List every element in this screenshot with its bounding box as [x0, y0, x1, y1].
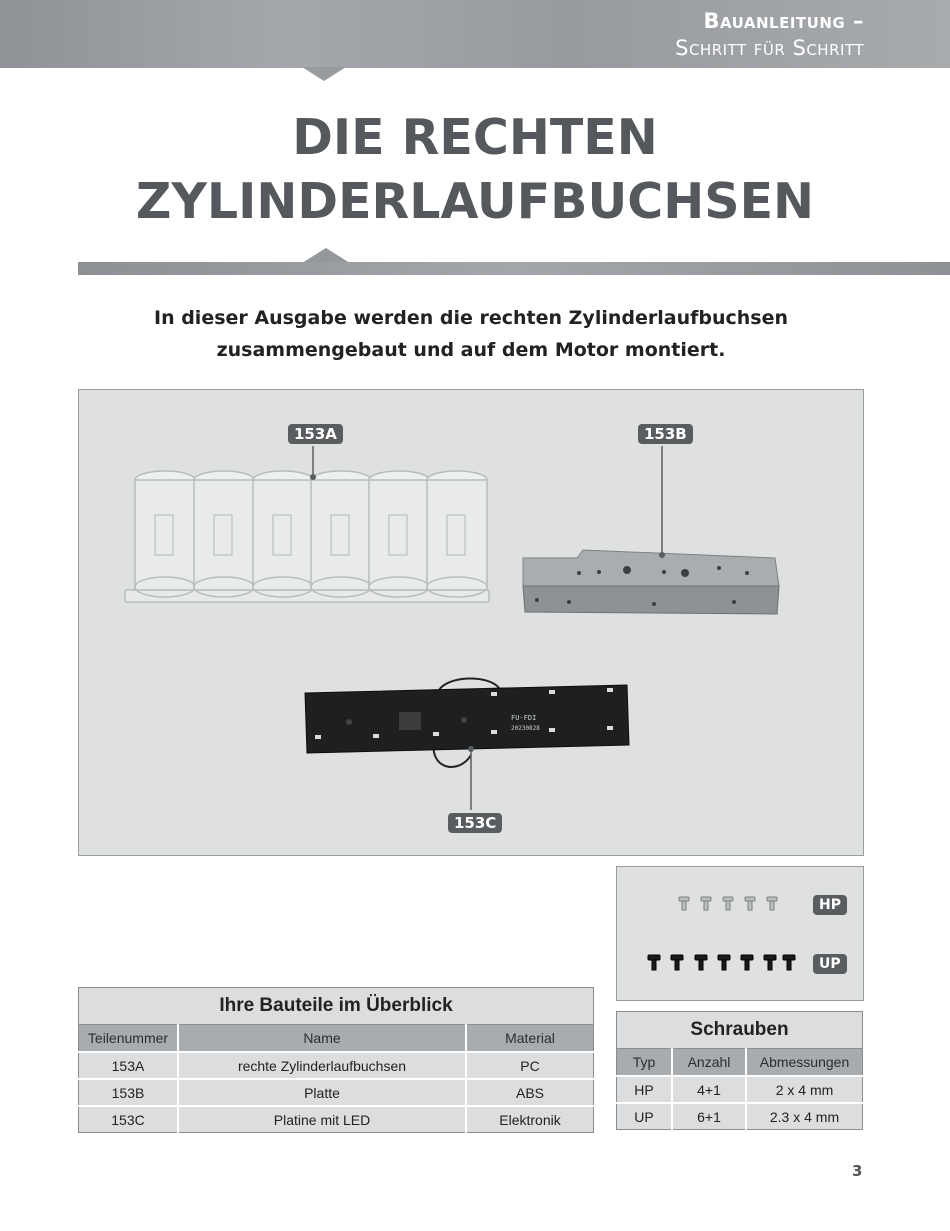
screw-type: HP — [617, 1076, 673, 1103]
screw-dimensions: 2 x 4 mm — [746, 1076, 863, 1103]
label-hp: HP — [813, 895, 847, 915]
parts-photo — [78, 389, 864, 856]
header-notch — [302, 67, 346, 81]
page-number: 3 — [852, 1162, 863, 1180]
table-row — [79, 1106, 594, 1133]
label-153b: 153B — [638, 424, 693, 444]
metal-plate-illustration — [523, 550, 779, 614]
cylinder-sleeves-illustration — [125, 471, 489, 602]
label-153a: 153A — [288, 424, 343, 444]
screws-illustration — [617, 867, 863, 1000]
screws-header-count: Anzahl — [672, 1049, 746, 1077]
label-153c: 153C — [448, 813, 502, 833]
part-name: Platte — [178, 1079, 466, 1106]
page-title-line2: ZYLINDERLAUFBUCHSEN — [135, 173, 815, 230]
part-name: Platine mit LED — [178, 1106, 466, 1133]
divider-band — [78, 262, 950, 275]
screws-header-type: Typ — [617, 1049, 673, 1077]
parts-header-material: Material — [466, 1025, 594, 1053]
table-row — [617, 1103, 863, 1130]
section-heading-line1: Bauanleitung – — [703, 9, 864, 33]
table-row — [79, 1052, 594, 1079]
parts-header-number: Teilenummer — [79, 1025, 179, 1053]
divider-notch — [302, 248, 350, 263]
page-title — [0, 106, 950, 234]
parts-photo-illustration — [79, 390, 863, 855]
screw-count: 6+1 — [672, 1103, 746, 1130]
led-pcb-illustration — [305, 678, 629, 767]
part-number: 153B — [79, 1079, 179, 1106]
screws-table-title: Schrauben — [617, 1012, 863, 1049]
parts-header-name: Name — [178, 1025, 466, 1053]
part-number: 153A — [79, 1052, 179, 1079]
part-name: rechte Zylinderlaufbuchsen — [178, 1052, 466, 1079]
screws-photo — [616, 866, 864, 1001]
parts-table-title: Ihre Bauteile im Überblick — [79, 988, 594, 1025]
part-material: ABS — [466, 1079, 594, 1106]
label-up: UP — [813, 954, 847, 974]
screws-header-dimensions: Abmessungen — [746, 1049, 863, 1077]
screws-table — [616, 1011, 863, 1130]
screw-type: UP — [617, 1103, 673, 1130]
screw-dimensions: 2.3 x 4 mm — [746, 1103, 863, 1130]
page-title-line1: DIE RECHTEN — [292, 109, 658, 166]
part-material: PC — [466, 1052, 594, 1079]
parts-table — [78, 987, 594, 1133]
intro-text: In dieser Ausgabe werden die rechten Zylinderlaufbuchsen zusammengebaut und auf dem Motor montiert. — [154, 307, 788, 361]
svg-text:FU-FDI: FU-FDI — [511, 714, 537, 722]
section-heading — [675, 8, 864, 62]
table-row — [79, 1079, 594, 1106]
part-number: 153C — [79, 1106, 179, 1133]
screw-count: 4+1 — [672, 1076, 746, 1103]
table-row — [617, 1076, 863, 1103]
svg-text:20230828: 20230828 — [511, 725, 540, 732]
section-heading-line2: Schritt für Schritt — [675, 36, 864, 60]
part-material: Elektronik — [466, 1106, 594, 1133]
